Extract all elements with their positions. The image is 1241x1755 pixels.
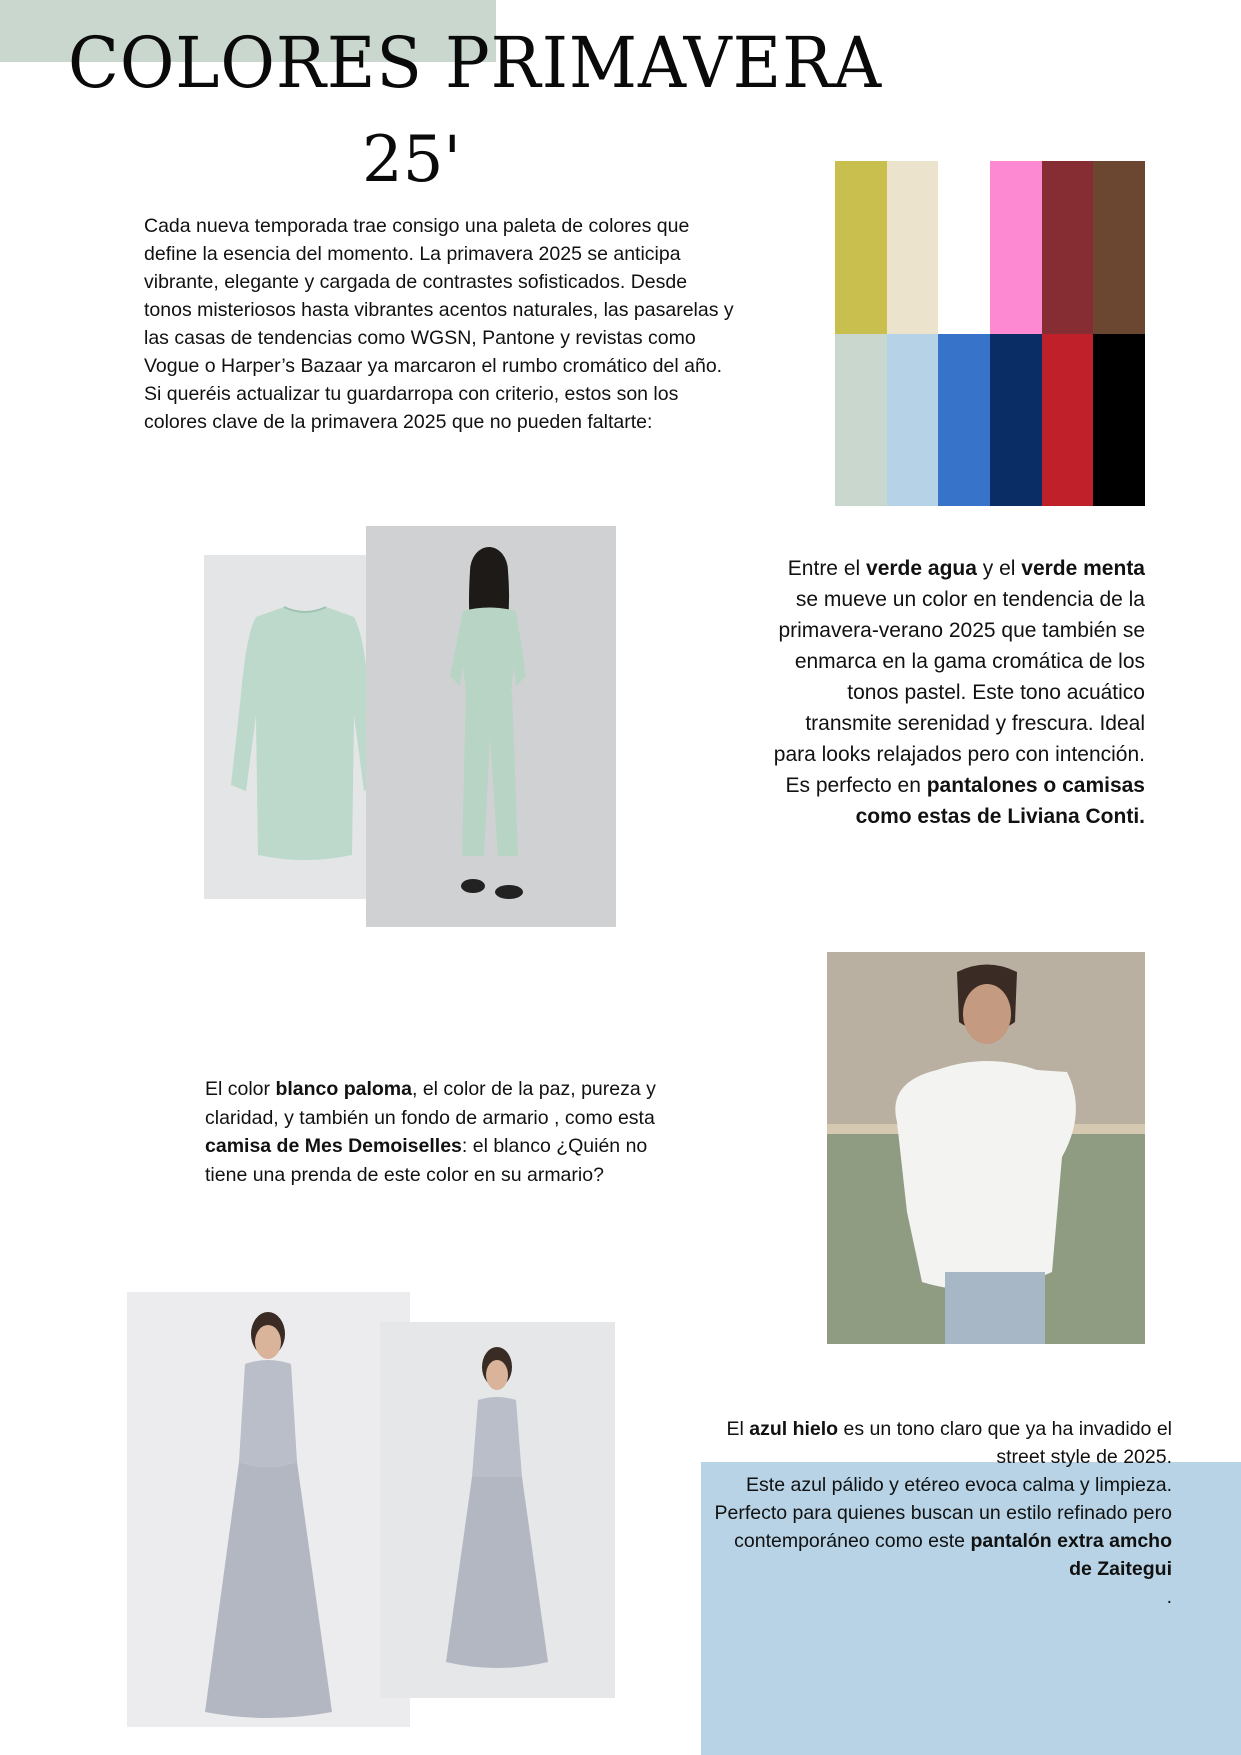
- blanco-paloma-label: blanco paloma: [275, 1078, 412, 1100]
- azul-text-3: Este azul pálido y etéreo evoca calma y limpieza. Perfecto para quienes buscan un estilo refinado pero contemporáneo como este: [714, 1474, 1172, 1552]
- page-title: COLORES PRIMAVERA: [68, 22, 883, 104]
- verde-agua-text: [762, 553, 1145, 832]
- page-year: 25': [362, 123, 462, 197]
- verde-text-2: y el: [976, 557, 1022, 580]
- grey-vest-outfit-photo: [127, 1292, 410, 1727]
- grey-top-outfit-photo: [380, 1322, 615, 1698]
- white-shirt-photo: [827, 952, 1145, 1344]
- azul-text-4: .: [1166, 1586, 1172, 1608]
- blanco-paloma-text: [205, 1075, 665, 1189]
- verde-text-1: Entre el: [787, 557, 867, 580]
- swatch-5: [1042, 161, 1094, 334]
- color-palette: [835, 161, 1145, 506]
- azul-hielo-text: [708, 1415, 1172, 1611]
- intro-paragraph-2: Si queréis actualizar tu guardarropa con criterio, estos son los colores clave de la primavera 2025 que no pueden faltarte:: [144, 383, 679, 433]
- swatch-12: [1093, 334, 1145, 507]
- intro-text: [144, 212, 734, 436]
- blanco-text-3: : el blanco ¿Quién no tiene una prenda de este color en su armario?: [205, 1135, 648, 1186]
- intro-paragraph-1: Cada nueva temporada trae consigo una paleta de colores que define la esencia del momento. La primavera 2025 se anticipa vibrante, elegante y cargada de contrastes sofisticados. Desde tonos misteriosos hasta vibrantes acentos naturales, las pasarelas y las casas de tendencias como WGSN, Pantone y revistas como Vogue o Harper’s Bazaar ya marcaron el rumbo cromático del año.: [144, 215, 734, 377]
- swatch-6: [1093, 161, 1145, 334]
- verde-menta-label: verde menta: [1021, 557, 1145, 580]
- azul-line-2: [708, 1471, 1172, 1583]
- swatch-4: [990, 161, 1042, 334]
- mint-outfit-photo: [366, 526, 616, 927]
- mes-demoiselles-label: camisa de Mes Demoiselles: [205, 1135, 462, 1157]
- zaitegui-label: pantalón extra amcho de Zaitegui: [970, 1530, 1172, 1580]
- azul-text-2: es un tono claro que ya ha invadido el street style de 2025.: [838, 1418, 1172, 1468]
- blanco-text-2: , el color de la paz, pureza y claridad, y también un fondo de armario , como esta: [205, 1078, 656, 1129]
- verde-agua-label: verde agua: [866, 557, 977, 580]
- swatch-1: [835, 161, 887, 334]
- verde-text-3: se mueve un color en tendencia de la primavera-verano 2025 que también se enmarca en la gama cromática de los tonos pastel. Este tono acuático transmite serenidad y frescura. Ideal para looks relajados pero con intención. Es perfecto en: [773, 588, 1145, 797]
- swatch-9: [938, 334, 990, 507]
- azul-line-1: [708, 1415, 1172, 1471]
- liviana-conti-label: pantalones o camisas como estas de Liviana Conti.: [855, 774, 1145, 828]
- swatch-2: [887, 161, 939, 334]
- swatch-8: [887, 334, 939, 507]
- swatch-7: [835, 334, 887, 507]
- swatch-10: [990, 334, 1042, 507]
- azul-hielo-label: azul hielo: [749, 1418, 839, 1440]
- azul-text-1: El: [726, 1418, 750, 1440]
- swatch-3: [938, 161, 990, 334]
- blanco-text-1: El color: [205, 1078, 276, 1100]
- swatch-11: [1042, 334, 1094, 507]
